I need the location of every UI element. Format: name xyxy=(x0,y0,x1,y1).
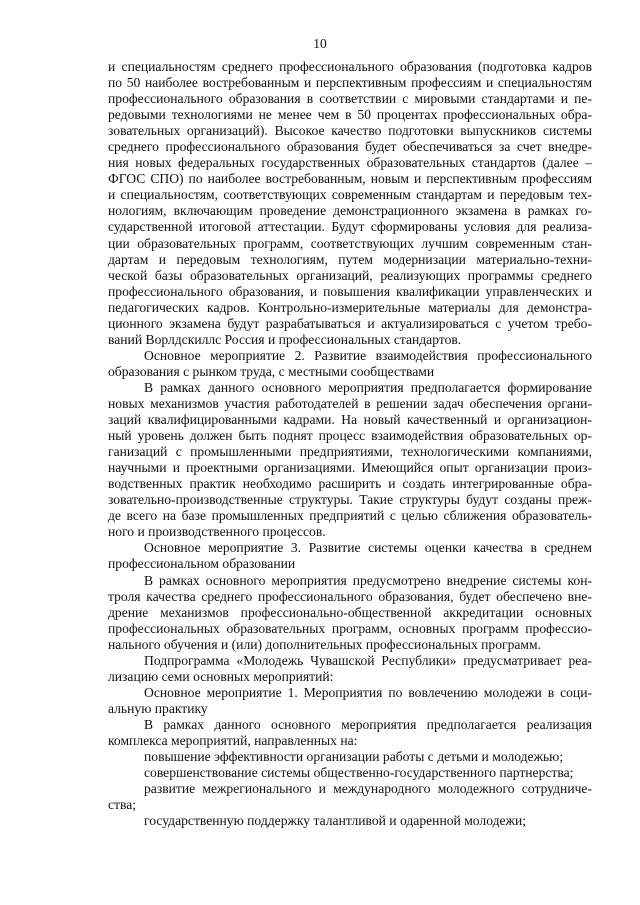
text-line: ганизаций с промышленными предприятиями, технологическими компаниями, xyxy=(108,444,592,460)
text-line: лизацию семи основных мероприятий: xyxy=(108,668,334,684)
body-text xyxy=(108,59,592,829)
text-line: профессионального образования в соответствии с мировыми стандартами и пе- xyxy=(108,91,592,107)
text-line: ния новых федеральных государственных образовательных стандартов (далее – xyxy=(108,155,592,171)
text-line: педагогических кадров. Контрольно-измерительные материалы для демонстра- xyxy=(108,299,592,315)
text-line: комплекса мероприятий, направленных на: xyxy=(108,732,358,748)
text-line: В рамках данного основного мероприятия предполагается реализация xyxy=(144,716,592,732)
text-line: среднего профессионального образования будет обеспечиваться за счет внедре- xyxy=(108,139,592,155)
text-line: совершенствование системы общественно-государственного партнерства; xyxy=(144,765,574,781)
text-line: зовательных организаций). Высокое качество подготовки выпускников системы xyxy=(108,123,592,139)
text-line: профессиональных образовательных программ, основных программ профессио- xyxy=(108,620,592,636)
text-line: заций квалифицированными кадрами. На новый качественный и организацион- xyxy=(108,412,592,428)
text-line: дрение механизмов профессионально-общественной аккредитации основных xyxy=(108,604,592,620)
text-line: и специальностям, соответствующих современным стандартам и передовым тех- xyxy=(108,187,592,203)
text-line: и специальностям среднего профессионального образования (подготовка кадров xyxy=(108,59,592,74)
text-line: по 50 наиболее востребованным и перспективным профессиям и специальностям xyxy=(108,75,592,91)
text-line: В рамках данного основного мероприятия предполагается формирование xyxy=(144,379,592,395)
text-line: ный уровень должен быть поднят процесс взаимодействия образовательных ор- xyxy=(108,428,592,444)
text-line: дартам и передовым технологиям, путем модернизации материально-техни- xyxy=(108,251,592,267)
text-line: государственную поддержку талантливой и одаренной молодежи; xyxy=(144,813,526,829)
text-line: научными и проектными организациями. Имеющийся опыт организации произ- xyxy=(108,460,592,476)
text-line: альную практику xyxy=(108,700,208,716)
text-line: зовательно-производственные структуры. Такие структуры будут созданы преж- xyxy=(108,492,592,508)
text-line: повышение эффективности организации работы с детьми и молодежью; xyxy=(144,749,564,765)
text-line: ческой базы образовательных организаций, реализующих программы среднего xyxy=(108,267,592,283)
text-line: ФГОС СПО) по наиболее востребованным, новым и перспективным профессиям xyxy=(108,171,592,187)
text-line: редовыми технологиями не менее чем в 50 процентах профессиональных обра- xyxy=(108,107,592,123)
text-line: сударственной итоговой аттестации. Будут сформированы условия для реализа- xyxy=(108,219,592,235)
text-line: ционного экзамена будут разрабатываться и актуализироваться с учетом требо- xyxy=(108,315,592,331)
text-line: развитие межрегионального и международного молодежного сотрудниче- xyxy=(144,781,592,797)
text-line: профессионального образования, и повышения квалификации управленческих и xyxy=(108,283,592,299)
text-line: Подпрограмма «Молодежь Чувашской Республики» предусматривает реа- xyxy=(144,652,592,668)
text-line: ства; xyxy=(108,797,137,813)
text-line: профессиональном образовании xyxy=(108,556,296,572)
text-line: водственных практик необходимо расширить и создать интегрированные обра- xyxy=(108,476,592,492)
text-line: де всего на базе промышленных предприятий с целью сближения образователь- xyxy=(108,508,592,524)
text-line: Основное мероприятие 1. Мероприятия по вовлечению молодежи в соци- xyxy=(144,684,592,700)
text-line: ции образовательных программ, соответствующих лучшим современным стан- xyxy=(108,235,592,251)
page-number: 10 xyxy=(313,36,327,51)
text-line: Основное мероприятие 2. Развитие взаимодействия профессионального xyxy=(144,347,592,363)
text-line: нального обучения и (или) дополнительных профессиональных программ. xyxy=(108,636,542,652)
text-line: Основное мероприятие 3. Развитие системы оценки качества в среднем xyxy=(144,540,592,556)
text-line: В рамках основного мероприятия предусмотрено внедрение системы кон- xyxy=(144,572,592,588)
text-line: новых механизмов участия работодателей в решении задач обеспечения органи- xyxy=(108,395,592,411)
text-line: ваний Ворлдскиллс Россия и профессиональных стандартов. xyxy=(108,331,462,347)
text-line: образования с рынком труда, с местными сообществами xyxy=(108,363,435,379)
text-line: нологиям, включающим проведение демонстрационного экзамена в рамках го- xyxy=(108,203,592,219)
text-line: троля качества среднего профессионального образования, будет обеспечено вне- xyxy=(108,588,592,604)
text-line: ного и производственного процессов. xyxy=(108,524,326,540)
